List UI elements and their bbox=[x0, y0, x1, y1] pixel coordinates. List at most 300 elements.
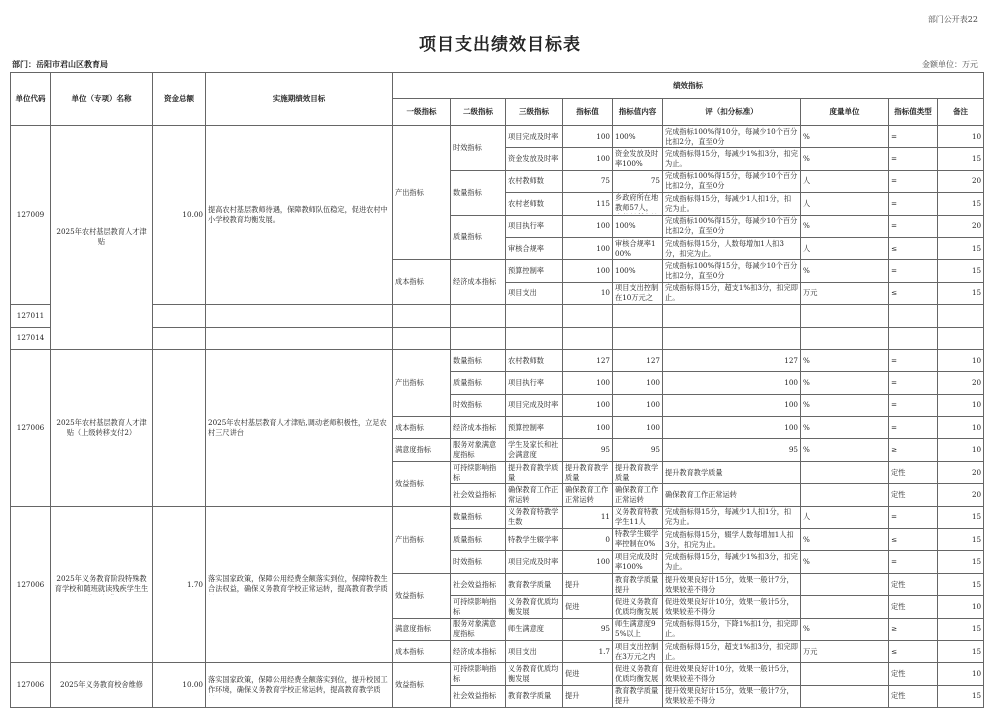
value-type bbox=[889, 327, 938, 349]
level3-indicator bbox=[506, 551, 563, 573]
level2-indicator bbox=[451, 596, 506, 618]
header-type: 指标值类型 bbox=[889, 99, 938, 126]
indicator-value-text: 促进 bbox=[565, 669, 580, 679]
level3-indicator bbox=[506, 417, 563, 439]
indicator-content bbox=[613, 260, 663, 282]
amount-unit-label: 金额单位：万元 bbox=[922, 60, 978, 69]
scoring-standard bbox=[663, 484, 801, 506]
value-type bbox=[889, 126, 938, 148]
header-code: 单位代码 bbox=[11, 73, 51, 126]
indicator-content bbox=[613, 349, 663, 371]
level3-indicator bbox=[506, 484, 563, 506]
scoring-standard-text: 提升效果良好计15分，效果一般计7分，效果较差不得分 bbox=[665, 574, 794, 594]
measure-unit-text: % bbox=[803, 377, 810, 387]
remark-text: 15 bbox=[971, 198, 982, 208]
performance-target-table bbox=[10, 72, 984, 708]
level3-indicator bbox=[506, 573, 563, 595]
remark bbox=[938, 417, 984, 439]
remark bbox=[938, 327, 984, 349]
indicator-value bbox=[563, 372, 613, 394]
level2-indicator bbox=[451, 573, 506, 595]
level3-indicator-text: 特教学生辍学率 bbox=[508, 534, 559, 544]
remark bbox=[938, 394, 984, 416]
indicator-content bbox=[613, 193, 663, 215]
scoring-standard bbox=[663, 193, 801, 215]
level1-indicator bbox=[393, 461, 451, 506]
measure-unit bbox=[801, 506, 889, 528]
level2-indicator-text: 质量指标 bbox=[453, 232, 482, 242]
indicator-content bbox=[613, 484, 663, 506]
project-name bbox=[51, 349, 153, 506]
level3-indicator bbox=[506, 260, 563, 282]
page-title: 项目支出绩效目标表 bbox=[419, 35, 581, 55]
fund-amount bbox=[153, 663, 206, 708]
indicator-content bbox=[613, 126, 663, 148]
value-type-text: = bbox=[891, 154, 898, 164]
indicator-content-text: 项目支出控制在10万元之 bbox=[615, 282, 659, 302]
performance-goal bbox=[206, 327, 393, 349]
value-type bbox=[889, 394, 938, 416]
header-note: 备注 bbox=[938, 99, 984, 126]
scoring-standard-text: 完成指标100%得15分，每减少10个百分比扣2分，直至0分 bbox=[665, 216, 798, 236]
remark-text: 20 bbox=[971, 377, 982, 387]
level3-indicator bbox=[506, 305, 563, 327]
remark bbox=[938, 170, 984, 192]
fund-amount bbox=[153, 305, 206, 327]
indicator-value bbox=[563, 193, 613, 215]
scoring-standard-text: 提升效果良好计15分，效果一般计7分，效果较差不得分 bbox=[665, 686, 794, 706]
level3-indicator-text: 农村教师数 bbox=[508, 176, 544, 186]
level3-indicator bbox=[506, 327, 563, 349]
unit-code-text: 127009 bbox=[16, 210, 45, 220]
department-label: 部门：岳阳市君山区教育局 bbox=[12, 59, 108, 69]
header-l2: 二级指标 bbox=[451, 99, 506, 126]
level3-indicator-text: 预算控制率 bbox=[508, 422, 544, 432]
indicator-value-text: 100 bbox=[596, 422, 610, 432]
measure-unit bbox=[801, 461, 889, 483]
table-row bbox=[11, 327, 984, 349]
measure-unit bbox=[801, 529, 889, 551]
remark bbox=[938, 685, 984, 707]
level3-indicator bbox=[506, 394, 563, 416]
scoring-standard bbox=[663, 260, 801, 282]
scoring-standard bbox=[663, 126, 801, 148]
level3-indicator bbox=[506, 529, 563, 551]
remark bbox=[938, 372, 984, 394]
indicator-value bbox=[563, 529, 613, 551]
indicator-content bbox=[613, 573, 663, 595]
value-type-text: = bbox=[891, 377, 898, 387]
project-name bbox=[51, 506, 153, 663]
value-type-text: = bbox=[891, 355, 898, 365]
scoring-standard-text: 95 bbox=[788, 445, 798, 455]
level3-indicator bbox=[506, 170, 563, 192]
measure-unit bbox=[801, 573, 889, 595]
value-type-text: ≥ bbox=[891, 624, 898, 634]
value-type-text: = bbox=[891, 512, 898, 522]
remark bbox=[938, 461, 984, 483]
project-name bbox=[51, 663, 153, 708]
header-l3: 三级指标 bbox=[506, 99, 563, 126]
remark-text: 15 bbox=[971, 266, 982, 276]
indicator-content-text: 教育教学质量提升 bbox=[615, 574, 659, 594]
remark bbox=[938, 439, 984, 461]
indicator-content-text: 项目完成及时率100% bbox=[615, 552, 659, 572]
scoring-standard bbox=[663, 349, 801, 371]
indicator-content-text: 促进义务教育优质均衡发展 bbox=[615, 596, 659, 616]
remark bbox=[938, 529, 984, 551]
scoring-standard bbox=[663, 282, 801, 304]
form-number: 部门公开表22 bbox=[927, 15, 978, 24]
level3-indicator-text: 农村教师数 bbox=[508, 355, 544, 365]
level1-indicator-text: 效益指标 bbox=[395, 680, 424, 690]
value-type bbox=[889, 305, 938, 327]
header-l1: 一级指标 bbox=[393, 99, 451, 126]
scoring-standard bbox=[663, 663, 801, 685]
level3-indicator-text: 义务教育优质均衡发展 bbox=[508, 664, 559, 684]
level3-indicator-text: 义务教育优质均衡发展 bbox=[508, 596, 559, 616]
measure-unit-text: % bbox=[803, 355, 810, 365]
measure-unit bbox=[801, 126, 889, 148]
scoring-standard bbox=[663, 685, 801, 707]
indicator-value-text: 100 bbox=[596, 154, 610, 164]
remark bbox=[938, 640, 984, 662]
unit-code bbox=[11, 349, 51, 506]
scoring-standard-text: 100 bbox=[784, 400, 798, 410]
remark-text: 10 bbox=[971, 131, 982, 141]
remark-text: 15 bbox=[971, 646, 982, 656]
level1-indicator-text: 产出指标 bbox=[395, 187, 424, 197]
measure-unit-text: % bbox=[803, 445, 810, 455]
level2-indicator-text: 数量指标 bbox=[453, 512, 482, 522]
value-type bbox=[889, 529, 938, 551]
scoring-standard bbox=[663, 573, 801, 595]
indicator-content-text: 127 bbox=[646, 355, 660, 365]
measure-unit-text: 万元 bbox=[803, 646, 818, 656]
value-type-text: ≤ bbox=[891, 646, 898, 656]
indicator-value bbox=[563, 484, 613, 506]
indicator-value-text: 提升 bbox=[565, 579, 580, 589]
level2-indicator-text: 时效指标 bbox=[453, 142, 482, 152]
indicator-value-text: 100 bbox=[596, 243, 610, 253]
value-type-text: = bbox=[891, 266, 898, 276]
scoring-standard-text: 完成指标得15分，下降1%扣1分，扣完即止。 bbox=[665, 619, 798, 639]
indicator-content bbox=[613, 170, 663, 192]
remark bbox=[938, 260, 984, 282]
indicator-value bbox=[563, 663, 613, 685]
value-type-text: 定性 bbox=[891, 601, 906, 611]
measure-unit-text: % bbox=[803, 131, 810, 141]
level3-indicator bbox=[506, 663, 563, 685]
indicator-content-text: 资金发放及时率100% bbox=[615, 149, 659, 169]
level3-indicator-text: 农村老师数 bbox=[508, 198, 544, 208]
table-row bbox=[11, 305, 984, 327]
level1-indicator-text: 效益指标 bbox=[395, 590, 424, 600]
level3-indicator-text: 提升教育教学质量 bbox=[508, 462, 559, 482]
level3-indicator-text: 预算控制率 bbox=[508, 266, 544, 276]
fund-amount-text: 10.00 bbox=[182, 680, 203, 690]
level1-indicator-text: 产出指标 bbox=[395, 377, 424, 387]
indicator-value bbox=[563, 170, 613, 192]
value-type-text: ≥ bbox=[891, 445, 898, 455]
level2-indicator bbox=[451, 618, 506, 640]
remark-text: 20 bbox=[971, 489, 982, 499]
scoring-standard-text: 完成指标100%得10分，每减少10个百分比扣2分，直至0分 bbox=[665, 126, 798, 146]
value-type bbox=[889, 484, 938, 506]
level3-indicator-text: 项目执行率 bbox=[508, 377, 544, 387]
scoring-standard-text: 完成指标100%得15分，每减少10个百分比扣2分，直至0分 bbox=[665, 261, 798, 281]
table-row bbox=[11, 126, 984, 148]
performance-goal-text: 2025年农村基层教育人才津贴,调动老师积极性，立足农村三尺讲台 bbox=[208, 417, 387, 437]
scoring-standard bbox=[663, 596, 801, 618]
level2-indicator bbox=[451, 170, 506, 215]
remark-text: 15 bbox=[971, 243, 982, 253]
level2-indicator bbox=[451, 685, 506, 707]
measure-unit-text: 人 bbox=[803, 176, 811, 186]
remark bbox=[938, 305, 984, 327]
indicator-value-text: 100 bbox=[596, 400, 610, 410]
level2-indicator bbox=[451, 439, 506, 461]
value-type-text: = bbox=[891, 131, 898, 141]
measure-unit bbox=[801, 349, 889, 371]
header-amount: 资金总额 bbox=[153, 73, 206, 126]
project-name bbox=[51, 126, 153, 350]
unit-code-text: 127006 bbox=[16, 422, 45, 432]
level1-indicator bbox=[393, 327, 451, 349]
level3-indicator bbox=[506, 618, 563, 640]
value-type bbox=[889, 260, 938, 282]
header-goal: 实施期绩效目标 bbox=[206, 73, 393, 126]
level2-indicator-text: 可持续影响指标 bbox=[453, 462, 497, 482]
level2-indicator bbox=[451, 640, 506, 662]
scoring-standard bbox=[663, 372, 801, 394]
level2-indicator-text: 经济成本指标 bbox=[453, 646, 497, 656]
indicator-content bbox=[613, 506, 663, 528]
level3-indicator bbox=[506, 237, 563, 259]
indicator-value bbox=[563, 417, 613, 439]
indicator-value-text: 75 bbox=[600, 176, 610, 186]
indicator-content-text: 提升教育教学质量 bbox=[615, 462, 659, 482]
header-standard: 评（扣分标准） bbox=[663, 99, 801, 126]
level3-indicator-text: 审核合规率 bbox=[508, 243, 544, 253]
level3-indicator-text: 项目完成及时率 bbox=[508, 557, 559, 567]
header-unit: 度量单位 bbox=[801, 99, 889, 126]
indicator-value-text: 95 bbox=[600, 624, 610, 634]
measure-unit-text: % bbox=[803, 422, 810, 432]
indicator-value bbox=[563, 506, 613, 528]
indicator-content bbox=[613, 640, 663, 662]
performance-goal-text: 提高农村基层教师待遇，保障教师队伍稳定，促进农村中小学校教育均衡发展。 bbox=[208, 205, 388, 225]
level3-indicator bbox=[506, 282, 563, 304]
value-type bbox=[889, 618, 938, 640]
level2-indicator-text: 数量指标 bbox=[453, 355, 482, 365]
measure-unit-text: % bbox=[803, 534, 810, 544]
unit-code bbox=[11, 126, 51, 305]
value-type bbox=[889, 685, 938, 707]
level3-indicator bbox=[506, 148, 563, 170]
level3-indicator-text: 教育教学质量 bbox=[508, 691, 552, 701]
scoring-standard bbox=[663, 618, 801, 640]
value-type bbox=[889, 663, 938, 685]
fund-amount bbox=[153, 126, 206, 305]
level3-indicator-text: 项目支出 bbox=[508, 646, 537, 656]
fund-amount bbox=[153, 327, 206, 349]
value-type bbox=[889, 215, 938, 237]
scoring-standard-text: 完成指标得15分，超支1%扣3分，扣完即止。 bbox=[665, 283, 798, 303]
value-type-text: ≤ bbox=[891, 534, 898, 544]
scoring-standard-text: 完成指标得15分，人数每增加1人扣3分，扣完为止。 bbox=[665, 238, 784, 258]
level2-indicator-text: 社会效益指标 bbox=[453, 579, 497, 589]
level3-indicator-text: 确保教育工作正常运转 bbox=[508, 484, 559, 504]
remark-text: 15 bbox=[971, 624, 982, 634]
level3-indicator-text: 学生及家长和社会满意度 bbox=[508, 440, 559, 460]
measure-unit bbox=[801, 417, 889, 439]
indicator-value-text: 1.7 bbox=[598, 646, 610, 656]
remark bbox=[938, 663, 984, 685]
level3-indicator-text: 项目完成及时率 bbox=[508, 400, 559, 410]
remark bbox=[938, 282, 984, 304]
indicator-content bbox=[613, 529, 663, 551]
measure-unit-text: % bbox=[803, 154, 810, 164]
value-type bbox=[889, 170, 938, 192]
indicator-value bbox=[563, 461, 613, 483]
indicator-value-text: 确保教育工作正常运转 bbox=[565, 484, 609, 504]
indicator-value-text: 0 bbox=[605, 534, 610, 544]
level2-indicator bbox=[451, 260, 506, 305]
scoring-standard bbox=[663, 461, 801, 483]
level3-indicator-text: 师生满意度 bbox=[508, 624, 544, 634]
indicator-value-text: 11 bbox=[600, 512, 610, 522]
level1-indicator bbox=[393, 663, 451, 708]
level3-indicator-text: 教育教学质量 bbox=[508, 579, 552, 589]
level1-indicator bbox=[393, 506, 451, 573]
remark-text: 10 bbox=[971, 400, 982, 410]
value-type bbox=[889, 349, 938, 371]
remark-text: 15 bbox=[971, 154, 982, 164]
measure-unit-text: 人 bbox=[803, 243, 811, 253]
level3-indicator bbox=[506, 596, 563, 618]
performance-goal-text: 落实国家政策，保障公用经费全额落实到位，保障特教生合法权益，确保义务教育学校正常运转，提高教育教学质 bbox=[208, 574, 388, 593]
scoring-standard bbox=[663, 237, 801, 259]
indicator-value bbox=[563, 148, 613, 170]
remark bbox=[938, 484, 984, 506]
value-type bbox=[889, 439, 938, 461]
indicator-value-text: 提升 bbox=[565, 691, 580, 701]
level3-indicator bbox=[506, 372, 563, 394]
measure-unit bbox=[801, 439, 889, 461]
value-type-text: ≤ bbox=[891, 288, 898, 298]
indicator-content-text: 义务教育特教学生11人 bbox=[615, 507, 659, 527]
level2-indicator-text: 经济成本指标 bbox=[453, 277, 497, 287]
measure-unit bbox=[801, 148, 889, 170]
scoring-standard-text: 促进效果良好计10分，效果一般计5分，效果较差不得分 bbox=[665, 664, 794, 684]
indicator-value bbox=[563, 394, 613, 416]
indicator-value-text: 95 bbox=[600, 445, 610, 455]
unit-code bbox=[11, 506, 51, 663]
level2-indicator bbox=[451, 126, 506, 171]
level3-indicator bbox=[506, 461, 563, 483]
level2-indicator-text: 服务对象满意度指标 bbox=[453, 440, 497, 460]
unit-code-text: 127006 bbox=[16, 680, 45, 690]
level2-indicator-text: 可持续影响指标 bbox=[453, 664, 497, 684]
table-body bbox=[11, 126, 984, 708]
level2-indicator bbox=[451, 506, 506, 528]
value-type-text: ≤ bbox=[891, 243, 898, 253]
performance-goal bbox=[206, 305, 393, 327]
remark bbox=[938, 148, 984, 170]
level1-indicator-text: 成本指标 bbox=[395, 422, 424, 432]
project-name-text: 2025年义务教育校舍维修 bbox=[60, 680, 143, 690]
remark-text: 10 bbox=[971, 601, 982, 611]
value-type-text: 定性 bbox=[891, 691, 906, 701]
level1-indicator-text: 成本指标 bbox=[395, 646, 424, 656]
performance-goal bbox=[206, 663, 393, 708]
indicator-value bbox=[563, 215, 613, 237]
indicator-content bbox=[613, 417, 663, 439]
scoring-standard-text: 完成指标得15分，每减少1人扣1分，扣完为止。 bbox=[665, 507, 792, 527]
unit-code-text: 127014 bbox=[16, 333, 45, 343]
scoring-standard bbox=[663, 305, 801, 327]
level1-indicator bbox=[393, 573, 451, 618]
scoring-standard bbox=[663, 439, 801, 461]
remark bbox=[938, 193, 984, 215]
indicator-value-text: 提升教育教学质量 bbox=[565, 462, 609, 482]
fund-amount bbox=[153, 349, 206, 506]
level3-indicator-text: 义务教育特教学生数 bbox=[508, 507, 559, 527]
level1-indicator bbox=[393, 640, 451, 662]
level3-indicator bbox=[506, 506, 563, 528]
value-type bbox=[889, 372, 938, 394]
level1-indicator-text: 满意度指标 bbox=[395, 445, 431, 455]
level1-indicator bbox=[393, 260, 451, 305]
scoring-standard bbox=[663, 394, 801, 416]
value-type-text: = bbox=[891, 557, 898, 567]
measure-unit-text: % bbox=[803, 400, 810, 410]
fund-amount-text: 1.70 bbox=[186, 579, 203, 589]
level1-indicator bbox=[393, 349, 451, 416]
measure-unit bbox=[801, 551, 889, 573]
remark bbox=[938, 237, 984, 259]
level2-indicator bbox=[451, 349, 506, 371]
unit-code bbox=[11, 327, 51, 349]
level2-indicator-text: 经济成本指标 bbox=[453, 422, 497, 432]
level2-indicator-text: 可持续影响指标 bbox=[453, 596, 497, 616]
indicator-value-text: 100 bbox=[596, 377, 610, 387]
level2-indicator bbox=[451, 461, 506, 483]
remark bbox=[938, 618, 984, 640]
level3-indicator-text: 项目完成及时率 bbox=[508, 131, 559, 141]
measure-unit bbox=[801, 394, 889, 416]
indicator-content bbox=[613, 439, 663, 461]
level1-indicator bbox=[393, 618, 451, 640]
header-content: 指标值内容 bbox=[613, 99, 663, 126]
level3-indicator bbox=[506, 126, 563, 148]
indicator-value bbox=[563, 573, 613, 595]
level1-indicator-text: 满意度指标 bbox=[395, 624, 431, 634]
scoring-standard-text: 100 bbox=[784, 377, 798, 387]
performance-goal bbox=[206, 506, 393, 663]
remark bbox=[938, 126, 984, 148]
level2-indicator-text: 时效指标 bbox=[453, 400, 482, 410]
remark-text: 20 bbox=[971, 221, 982, 231]
value-type bbox=[889, 596, 938, 618]
indicator-content-text: 75 bbox=[650, 176, 660, 186]
scoring-standard bbox=[663, 417, 801, 439]
level1-indicator-text: 产出指标 bbox=[395, 534, 424, 544]
remark-text: 15 bbox=[971, 534, 982, 544]
level3-indicator-text: 项目支出 bbox=[508, 288, 537, 298]
project-name-text: 2025年农村基层教育人才津贴（上级转移支付2） bbox=[56, 417, 147, 437]
